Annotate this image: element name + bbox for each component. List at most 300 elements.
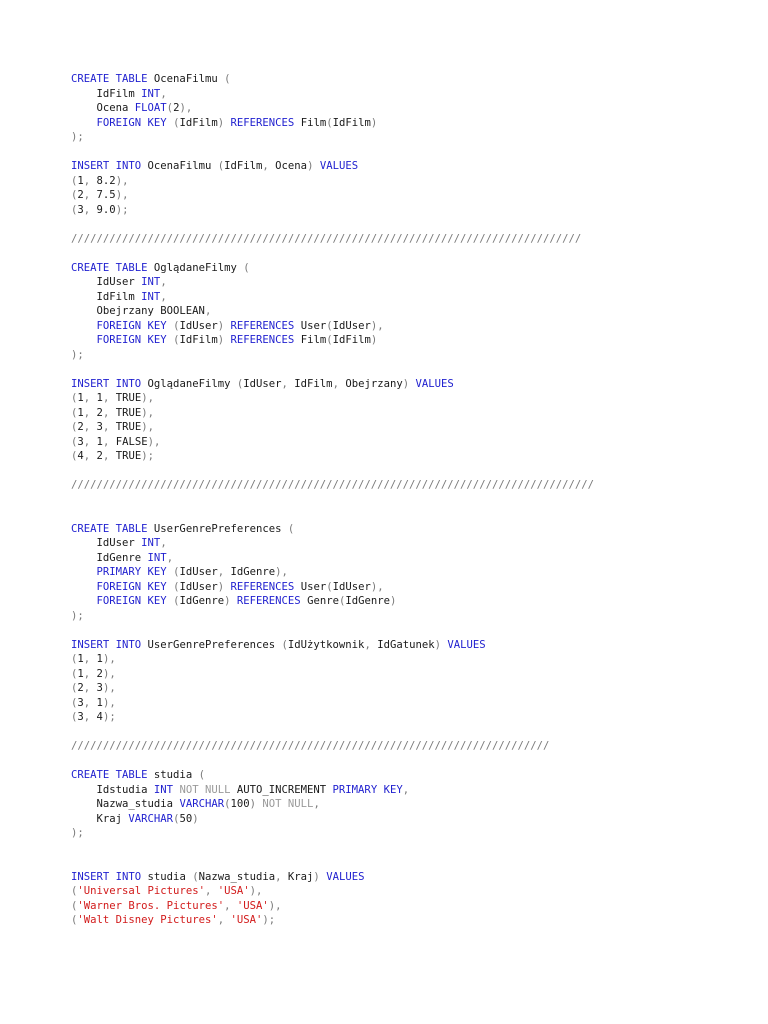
code-line xyxy=(71,826,594,841)
sql-text: 1 xyxy=(90,435,103,448)
sql-keyword: VALUES xyxy=(326,870,365,883)
sql-keyword: REFERENCES xyxy=(230,116,295,129)
sql-punctuation: ( xyxy=(71,696,78,709)
sql-string: 'Walt Disney Pictures' xyxy=(77,914,218,926)
sql-punctuation: ( xyxy=(71,682,78,694)
sql-punctuation: ( xyxy=(71,189,78,201)
sql-punctuation: ) xyxy=(217,116,225,129)
sql-punctuation: , xyxy=(83,203,91,216)
sql-text: IdGenre xyxy=(179,595,225,607)
sql-text: 3 xyxy=(77,203,84,216)
code-line xyxy=(71,580,594,595)
code-line xyxy=(71,275,594,290)
sql-text: FALSE xyxy=(109,435,148,448)
sql-keyword: REFERENCES xyxy=(230,580,295,593)
code-line xyxy=(71,768,594,783)
sql-punctuation: ), xyxy=(102,653,116,665)
sql-punctuation: /////////////////////////////////////////////////////////////////////////// xyxy=(71,740,550,752)
code-line xyxy=(71,116,594,131)
sql-text xyxy=(71,334,97,346)
sql-punctuation: ( xyxy=(326,580,333,593)
sql-keyword: INT xyxy=(141,276,161,288)
sql-text: 3 xyxy=(77,711,84,723)
sql-punctuation: ( xyxy=(217,160,225,172)
sql-punctuation: ) xyxy=(370,116,378,129)
code-line xyxy=(71,522,594,537)
sql-keyword: REFERENCES xyxy=(230,334,295,346)
sql-punctuation: ) xyxy=(370,334,378,346)
sql-punctuation: ); xyxy=(71,609,84,622)
sql-text: TRUE xyxy=(109,392,142,404)
sql-punctuation: ) xyxy=(307,160,314,172)
sql-punctuation: , xyxy=(402,783,410,796)
sql-punctuation: ( xyxy=(71,421,78,433)
sql-text: 4 xyxy=(77,450,84,462)
sql-text: Ocena xyxy=(268,160,308,172)
sql-punctuation: ( xyxy=(71,899,78,912)
sql-text: 1 xyxy=(77,174,84,187)
code-line xyxy=(71,754,594,769)
sql-punctuation: , xyxy=(83,667,91,680)
sql-punctuation: , xyxy=(281,377,288,390)
sql-text: Film xyxy=(294,116,327,129)
sql-keyword: FOREIGN KEY xyxy=(96,116,167,129)
sql-punctuation: ) xyxy=(434,638,441,651)
sql-punctuation: , xyxy=(166,551,174,564)
code-line xyxy=(71,174,594,189)
code-line xyxy=(71,72,594,87)
sql-punctuation: ), xyxy=(275,566,288,578)
sql-text: IdUser xyxy=(71,276,142,288)
sql-keyword: CREATE TABLE xyxy=(71,522,148,535)
sql-text: IdUser xyxy=(179,319,218,332)
sql-punctuation: ), xyxy=(370,319,384,332)
sql-punctuation: ( xyxy=(71,392,78,404)
sql-text: 2 xyxy=(77,189,84,201)
sql-text: 3 xyxy=(90,421,103,433)
sql-punctuation: , xyxy=(83,711,91,723)
sql-punctuation: ) xyxy=(249,798,257,810)
sql-punctuation: ( xyxy=(287,522,295,535)
code-line xyxy=(71,319,594,334)
sql-string: 'Warner Bros. Pictures' xyxy=(77,899,225,912)
sql-text xyxy=(71,595,97,607)
sql-text: 1 xyxy=(77,653,84,665)
sql-punctuation: ); xyxy=(71,348,84,361)
code-line xyxy=(71,101,594,116)
sql-punctuation: ( xyxy=(192,870,199,883)
code-line xyxy=(71,261,594,276)
sql-punctuation: ) xyxy=(224,595,231,607)
sql-keyword: VALUES xyxy=(447,638,486,651)
sql-keyword: VALUES xyxy=(319,160,359,172)
code-line xyxy=(71,333,594,348)
sql-punctuation: ) xyxy=(313,870,320,883)
sql-text: UserGenrePreferences xyxy=(141,638,282,651)
code-line xyxy=(71,797,594,812)
code-line xyxy=(71,536,594,551)
sql-keyword: CREATE TABLE xyxy=(71,73,148,85)
sql-punctuation: ( xyxy=(173,334,180,346)
sql-punctuation: , xyxy=(364,638,371,651)
sql-punctuation: ( xyxy=(173,595,180,607)
sql-punctuation: ( xyxy=(71,667,78,680)
sql-punctuation: ( xyxy=(173,812,180,825)
sql-punctuation: , xyxy=(83,696,91,709)
sql-punctuation: ), xyxy=(147,435,161,448)
sql-punctuation: ( xyxy=(224,73,231,85)
code-line xyxy=(71,594,594,609)
sql-punctuation: ( xyxy=(71,174,78,187)
code-line xyxy=(71,507,594,522)
code-line xyxy=(71,565,594,580)
sql-punctuation: , xyxy=(83,450,91,462)
sql-text: IdFilm xyxy=(71,290,142,303)
sql-text: IdGenre xyxy=(345,595,391,607)
code-line xyxy=(71,841,594,856)
sql-text: IdFilm xyxy=(287,377,333,390)
sql-text: IdGenre xyxy=(224,566,276,578)
sql-keyword: CREATE TABLE xyxy=(71,769,148,781)
sql-text: IdUser xyxy=(71,537,142,549)
code-line xyxy=(71,783,594,798)
code-line xyxy=(71,304,594,319)
sql-punctuation: , xyxy=(160,87,167,100)
sql-text: studia xyxy=(141,870,193,883)
sql-text: 2 xyxy=(90,667,103,680)
sql-code-block xyxy=(71,72,594,928)
sql-punctuation: , xyxy=(83,406,91,419)
sql-punctuation: ) xyxy=(217,580,225,593)
sql-text xyxy=(71,581,97,593)
code-line xyxy=(71,87,594,102)
sql-keyword: FOREIGN KEY xyxy=(96,595,167,607)
sql-text xyxy=(71,117,97,129)
code-line xyxy=(71,435,594,450)
sql-punctuation: , xyxy=(83,421,91,433)
sql-keyword: PRIMARY KEY xyxy=(332,783,403,796)
sql-text: OcenaFilmu xyxy=(147,73,225,85)
sql-punctuation: , xyxy=(83,682,91,694)
sql-text: 1 xyxy=(90,653,103,665)
sql-punctuation: ), xyxy=(141,421,154,433)
sql-text: OglądaneFilmy xyxy=(147,261,244,274)
sql-punctuation: , xyxy=(83,435,91,448)
sql-keyword: VARCHAR xyxy=(179,798,225,810)
sql-punctuation: , xyxy=(83,392,91,404)
sql-punctuation: ( xyxy=(173,566,180,578)
sql-keyword: FLOAT xyxy=(134,102,167,114)
code-line xyxy=(71,899,594,914)
sql-punctuation: ( xyxy=(326,319,333,332)
code-line xyxy=(71,739,594,754)
sql-text: IdUser xyxy=(243,377,282,390)
sql-punctuation: ), xyxy=(102,667,116,680)
sql-punctuation: ), xyxy=(102,696,116,709)
sql-string: 'Universal Pictures' xyxy=(77,885,205,897)
sql-punctuation: ) xyxy=(217,319,225,332)
code-line xyxy=(71,609,594,624)
sql-keyword: INSERT INTO xyxy=(71,160,142,172)
sql-text: 2 xyxy=(77,421,84,433)
code-line xyxy=(71,449,594,464)
sql-keyword: PRIMARY KEY xyxy=(96,566,167,578)
sql-not-null: NOT NULL xyxy=(262,798,314,810)
sql-text: 50 xyxy=(179,812,193,825)
sql-keyword: REFERENCES xyxy=(236,595,301,607)
sql-text: 3 xyxy=(90,682,103,694)
sql-punctuation: ); xyxy=(71,827,84,839)
sql-punctuation: ( xyxy=(71,653,78,665)
code-line xyxy=(71,203,594,218)
sql-text: Kraj xyxy=(281,870,314,883)
sql-punctuation: ); xyxy=(141,450,154,462)
sql-punctuation: ( xyxy=(71,450,78,462)
sql-text: TRUE xyxy=(109,450,142,462)
code-line xyxy=(71,406,594,421)
code-line xyxy=(71,348,594,363)
sql-punctuation: , xyxy=(83,189,91,201)
sql-punctuation: ) xyxy=(390,595,397,607)
sql-text: Idstudia xyxy=(71,783,154,796)
sql-string: 'USA' xyxy=(236,899,269,912)
sql-punctuation: , xyxy=(204,885,212,897)
sql-text: IdFilm xyxy=(71,87,142,100)
code-line xyxy=(71,217,594,232)
sql-punctuation: , xyxy=(262,160,269,172)
sql-keyword: VALUES xyxy=(415,377,454,390)
sql-punctuation: , xyxy=(102,406,110,419)
sql-text xyxy=(71,566,97,578)
sql-text: 1 xyxy=(77,392,84,404)
sql-keyword: INT xyxy=(141,290,161,303)
sql-text: IdFilm xyxy=(179,116,218,129)
sql-text: Kraj xyxy=(71,812,129,825)
sql-punctuation: ), xyxy=(249,885,263,897)
sql-punctuation: ( xyxy=(173,580,180,593)
code-line xyxy=(71,246,594,261)
code-line xyxy=(71,855,594,870)
code-line xyxy=(71,478,594,493)
sql-text: 1 xyxy=(90,392,103,404)
sql-punctuation: ( xyxy=(224,798,231,810)
sql-punctuation: , xyxy=(160,290,167,303)
code-line xyxy=(71,159,594,174)
sql-text: Obejrzany xyxy=(338,377,403,390)
sql-text: Film xyxy=(294,334,327,346)
code-line xyxy=(71,290,594,305)
sql-punctuation: ), xyxy=(115,189,129,201)
sql-punctuation: ); xyxy=(102,711,116,723)
sql-punctuation: , xyxy=(217,914,225,926)
sql-punctuation: , xyxy=(102,392,110,404)
sql-text: IdFilm xyxy=(179,334,218,346)
sql-punctuation: ); xyxy=(115,203,129,216)
code-line xyxy=(71,145,594,160)
sql-keyword: REFERENCES xyxy=(230,319,295,332)
sql-punctuation: ), xyxy=(141,406,154,419)
code-line xyxy=(71,623,594,638)
sql-text: 2 xyxy=(90,450,103,462)
code-line xyxy=(71,464,594,479)
sql-keyword: INSERT INTO xyxy=(71,870,142,883)
code-line xyxy=(71,710,594,725)
sql-keyword: INT xyxy=(153,783,174,796)
sql-text: OglądaneFilmy xyxy=(141,377,237,390)
sql-text: TRUE xyxy=(109,406,142,419)
sql-keyword: INSERT INTO xyxy=(71,377,142,390)
sql-text: OcenaFilmu xyxy=(141,160,218,172)
sql-keyword: INT xyxy=(141,87,161,100)
sql-punctuation: ); xyxy=(71,131,84,143)
sql-string: 'USA' xyxy=(230,914,263,926)
sql-text: 4 xyxy=(90,711,103,723)
sql-punctuation: ( xyxy=(71,435,78,448)
sql-text: 8.2 xyxy=(90,174,116,187)
sql-keyword: FOREIGN KEY xyxy=(96,334,167,346)
code-line xyxy=(71,812,594,827)
sql-punctuation: ( xyxy=(243,261,250,274)
sql-punctuation: ( xyxy=(71,885,78,897)
sql-punctuation: ( xyxy=(326,116,333,129)
sql-punctuation: //////////////////////////////////////////////////////////////////////////////// xyxy=(71,232,582,245)
sql-punctuation: , xyxy=(224,899,231,912)
sql-punctuation: ( xyxy=(198,769,205,781)
sql-text: Ocena xyxy=(71,102,135,114)
code-line xyxy=(71,551,594,566)
sql-punctuation: , xyxy=(102,435,110,448)
sql-punctuation: , xyxy=(83,653,91,665)
code-line xyxy=(71,493,594,508)
sql-text: IdUser xyxy=(179,580,218,593)
sql-punctuation: ), xyxy=(268,899,282,912)
sql-not-null: NOT NULL xyxy=(179,783,231,796)
sql-text: TRUE xyxy=(109,421,142,433)
sql-punctuation: ( xyxy=(281,638,288,651)
sql-punctuation: ) xyxy=(217,334,225,346)
sql-text: User xyxy=(294,580,327,593)
sql-keyword: FOREIGN KEY xyxy=(96,580,167,593)
sql-text: 7.5 xyxy=(90,189,116,201)
sql-punctuation: ////////////////////////////////////////////////////////////////////////////////// xyxy=(71,479,594,491)
sql-text: User xyxy=(294,319,327,332)
sql-punctuation: ), xyxy=(370,580,384,593)
sql-text: 3 xyxy=(77,435,84,448)
sql-text: Nazwa_studia xyxy=(71,798,180,810)
sql-punctuation: ), xyxy=(179,102,193,114)
sql-punctuation: ( xyxy=(71,711,78,723)
code-line xyxy=(71,130,594,145)
sql-text: IdFilm xyxy=(332,116,371,129)
sql-punctuation: , xyxy=(102,421,110,433)
sql-punctuation: ) xyxy=(402,377,410,390)
sql-punctuation: ( xyxy=(173,319,180,332)
sql-text: 2 xyxy=(173,102,180,114)
sql-punctuation: , xyxy=(160,276,167,288)
code-line xyxy=(71,638,594,653)
sql-text: 1 xyxy=(77,667,84,680)
sql-punctuation: ( xyxy=(173,116,180,129)
sql-text: 2 xyxy=(90,406,103,419)
code-line xyxy=(71,391,594,406)
code-line xyxy=(71,667,594,682)
sql-punctuation: , xyxy=(275,870,282,883)
sql-punctuation: , xyxy=(204,305,212,317)
sql-text: IdUżytkownik xyxy=(287,638,365,651)
sql-text: IdGenre xyxy=(71,551,148,564)
sql-text: 1 xyxy=(90,696,103,709)
sql-text: IdFilm xyxy=(224,160,263,172)
sql-punctuation: ), xyxy=(102,682,116,694)
sql-string: 'USA' xyxy=(217,885,250,897)
sql-text: IdUser xyxy=(179,566,218,578)
sql-text: 3 xyxy=(77,696,84,709)
sql-text: 1 xyxy=(77,406,84,419)
sql-keyword: INT xyxy=(147,551,167,564)
sql-text: UserGenrePreferences xyxy=(147,522,288,535)
sql-keyword: INT xyxy=(141,537,161,549)
sql-punctuation: , xyxy=(332,377,339,390)
sql-text: Nazwa_studia xyxy=(198,870,276,883)
sql-text: IdFilm xyxy=(332,334,371,346)
sql-punctuation: ), xyxy=(141,392,154,404)
sql-text: IdUser xyxy=(332,580,371,593)
sql-text: 2 xyxy=(77,682,84,694)
sql-punctuation: ( xyxy=(71,203,78,216)
sql-text xyxy=(71,320,97,332)
code-line xyxy=(71,725,594,740)
sql-punctuation: , xyxy=(83,174,91,187)
sql-text: AUTO_INCREMENT xyxy=(230,783,333,796)
sql-punctuation: ) xyxy=(192,812,199,825)
sql-punctuation: ( xyxy=(236,377,244,390)
code-line xyxy=(71,420,594,435)
sql-punctuation: ); xyxy=(262,914,276,926)
sql-punctuation: , xyxy=(102,450,110,462)
code-line xyxy=(71,232,594,247)
code-line xyxy=(71,652,594,667)
sql-punctuation: ( xyxy=(71,406,78,419)
code-line xyxy=(71,913,594,928)
code-line xyxy=(71,696,594,711)
sql-text: IdUser xyxy=(332,319,371,332)
sql-punctuation: ( xyxy=(338,595,346,607)
sql-punctuation: ( xyxy=(166,102,174,114)
code-line xyxy=(71,188,594,203)
sql-punctuation: ( xyxy=(326,334,333,346)
code-line xyxy=(71,870,594,885)
sql-keyword: VARCHAR xyxy=(128,812,174,825)
sql-punctuation: , xyxy=(160,537,167,549)
sql-punctuation: , xyxy=(217,566,225,578)
sql-text: IdGatunek xyxy=(370,638,435,651)
code-line xyxy=(71,681,594,696)
sql-text: Genre xyxy=(300,595,339,607)
sql-text: studia xyxy=(147,769,199,781)
code-line xyxy=(71,884,594,899)
sql-keyword: FOREIGN KEY xyxy=(96,319,167,332)
sql-text: 9.0 xyxy=(90,203,116,216)
code-line xyxy=(71,377,594,392)
sql-punctuation: , xyxy=(313,798,320,810)
sql-keyword: INSERT INTO xyxy=(71,638,142,651)
sql-punctuation: ( xyxy=(71,914,78,926)
sql-punctuation: ), xyxy=(115,174,129,187)
code-line xyxy=(71,362,594,377)
sql-text: Obejrzany BOOLEAN xyxy=(71,305,205,317)
sql-text: 100 xyxy=(230,798,250,810)
sql-keyword: CREATE TABLE xyxy=(71,261,148,274)
